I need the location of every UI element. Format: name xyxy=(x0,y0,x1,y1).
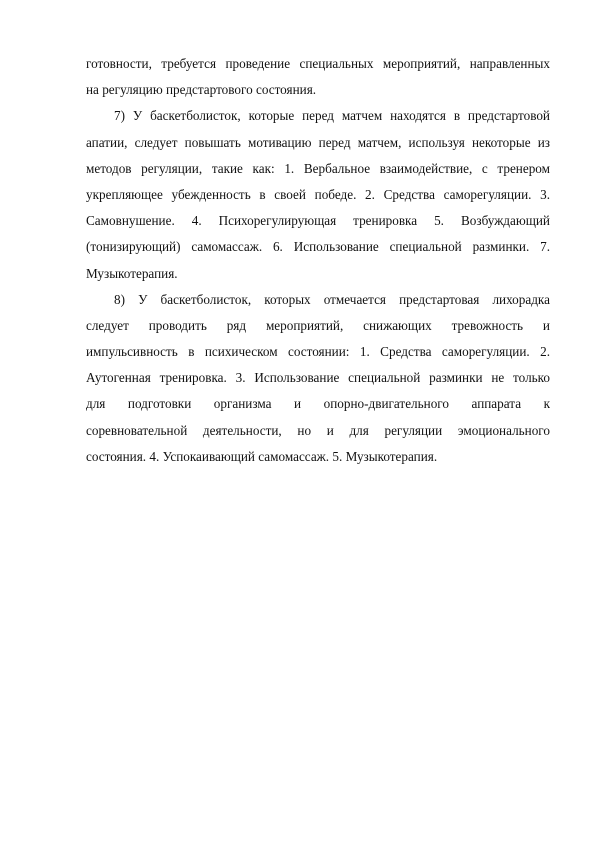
text-line: Музыкотерапия. xyxy=(86,265,178,281)
text-line: для подготовки организма и опорно-двигательного аппарата к xyxy=(86,396,550,412)
text-line: апатии, следует повышать мотивацию перед матчем, используя некоторые из xyxy=(86,134,550,150)
body-text xyxy=(86,51,550,470)
text-line: 7) У баскетболисток, которые перед матчем находятся в предстартовой xyxy=(114,108,550,124)
text-line: следует проводить ряд мероприятий, снижающих тревожность и xyxy=(86,317,550,333)
text-line: методов регуляции, такие как: 1. Вербальное взаимодействие, с тренером xyxy=(86,160,550,176)
text-line: состояния. 4. Успокаивающий самомассаж. 5. Музыкотерапия. xyxy=(86,448,438,464)
text-line: на регуляцию предстартового состояния. xyxy=(86,82,317,98)
text-line: (тонизирующий) самомассаж. 6. Использование специальной разминки. 7. xyxy=(86,239,550,255)
text-line: готовности, требуется проведение специальных мероприятий, направленных xyxy=(86,56,550,71)
text-line: соревновательной деятельности, но и для регуляции эмоционального xyxy=(86,422,550,438)
text-line: укрепляющее убежденность в своей победе. 2. Средства саморегуляции. 3. xyxy=(86,186,550,202)
text-line: 8) У баскетболисток, которых отмечается предстартовая лихорадка xyxy=(114,291,550,307)
text-line: Самовнушение. 4. Психорегулирующая тренировка 5. Возбуждающий xyxy=(86,213,550,229)
text-line: импульсивность в психическом состоянии: 1. Средства саморегуляции. 2. xyxy=(86,344,550,360)
text-line: Аутогенная тренировка. 3. Использование специальной разминки не только xyxy=(86,370,550,386)
